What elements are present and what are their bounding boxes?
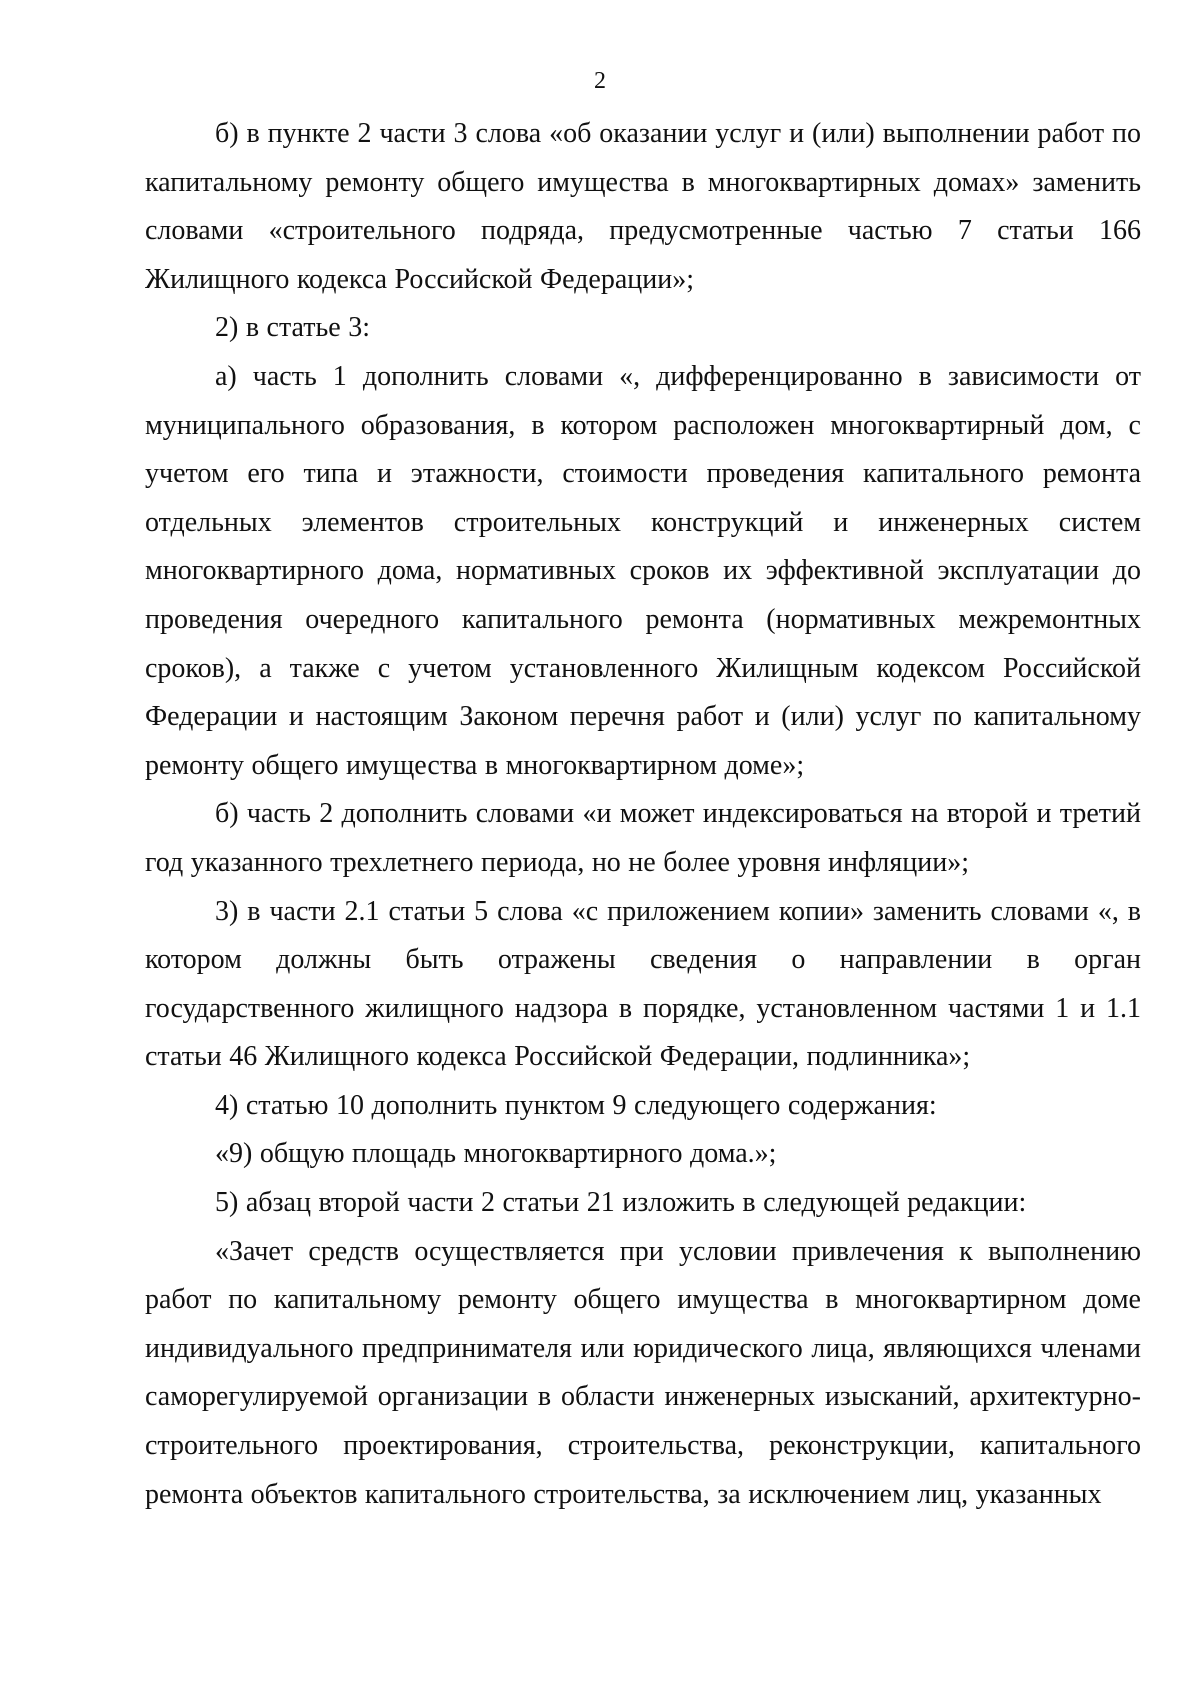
paragraph-article-5: 3) в части 2.1 статьи 5 слова «с приложением копии» заменить словами «, в котором должны быть отражены сведения о направлении в орган государственного жилищного надзора в порядке, установленном частями 1 и 1.1 статьи 46 Жилищного кодекса Российской Федерации, подлинника»; [145,895,1141,1073]
paragraph-article-21: 5) абзац второй части 2 статьи 21 изложить в следующей редакции: [215,1187,1027,1219]
paragraph-offset-quote: «Зачет средств осуществляется при условии привлечения к выполнению работ по капитальному ремонту общего имущества в многоквартирном доме индивидуального предпринимателя или юридического лица, являющихся членами саморегулируемой организации в области инженерных изысканий, архитектурно-строительного проектирования, строительства, реконструкции, капитального ремонта объектов капитального строительства, за исключением лиц, указанных [145,1235,1141,1510]
paragraph-item-b-point-2: б) в пункте 2 части 3 слова «об оказании услуг и (или) выполнении работ по капитальному ремонту общего имущества в многоквартирных домах» заменить словами «строительного подряда, предусмотренные частью 7 статьи 166 Жилищного кодекса Российской Федерации»; [145,118,1141,295]
paragraph-item-b-part-2: б) часть 2 дополнить словами «и может индексироваться на второй и третий год указанного трехлетнего периода, но не более уровня инфляции»; [145,798,1141,878]
page-number: 2 [594,68,606,94]
paragraph-point-9: «9) общую площадь многоквартирного дома.»; [215,1138,777,1170]
paragraph-item-a-part-1: а) часть 1 дополнить словами «, дифференцированно в зависимости от муниципального образования, в котором расположен многоквартирный дом, с учетом его типа и этажности, стоимости проведения капитального ремонта отдельных элементов строительных конструкций и инженерных систем многоквартирного дома, нормативных сроков их эффективной эксплуатации до проведения очередного капитального ремонта (нормативных межремонтных сроков), а также с учетом установленного Жилищным кодексом Российской Федерации и настоящим Законом перечня работ и (или) услуг по капитальному ремонту общего имущества в многоквартирном доме»; [145,360,1141,781]
paragraph-article-10: 4) статью 10 дополнить пунктом 9 следующего содержания: [215,1089,937,1121]
document-body [145,110,1141,1519]
paragraph-article-3-heading: 2) в статье 3: [215,312,370,344]
